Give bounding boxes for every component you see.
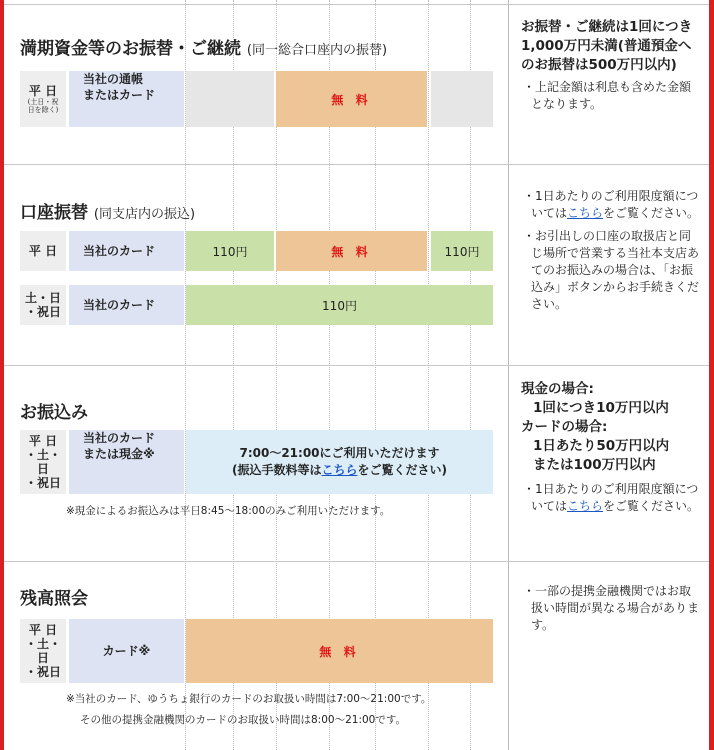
- section-title-remittance: お振込み: [20, 403, 88, 423]
- fee-free-band: 無 料: [276, 71, 427, 127]
- fee-110-band: 110円: [186, 231, 274, 271]
- section-title-transfer-renewal: 満期資金等のお振替・ご継続 (同一総合口座内の振替): [20, 39, 388, 59]
- fee-free-band: 無 料: [276, 231, 427, 271]
- fee-free-band: 無 料: [186, 619, 493, 683]
- limit-link[interactable]: こちら: [567, 499, 604, 513]
- remittance-hours-band: 7:00〜21:00にご利用いただけます (振込手数料等はこちらをご覧ください): [186, 430, 493, 494]
- time-band-unavailable: [431, 71, 493, 127]
- card-hours-note-1: ※当社のカード、ゆうちょ銀行のカードのお取扱い時間は7:00〜21:00です。: [66, 693, 432, 705]
- section-title-account-transfer: 口座振替 (同支店内の振込): [20, 203, 196, 223]
- limit-link[interactable]: こちら: [567, 206, 604, 220]
- day-weekday-cell: 平 日 (土日・祝日を除く): [20, 71, 66, 127]
- limit-info-remittance: 現金の場合: 1回につき10万円以内 カードの場合: 1日あたり50万円以内 または100万円以内 ・1日あたりのご利用限度額についてはこちらをご覧ください。: [521, 381, 700, 513]
- day-all-cell: 平 日 ・土・日 ・祝日: [20, 430, 66, 494]
- section-separator: [4, 561, 709, 562]
- fee-110-band: 110円: [431, 231, 493, 271]
- day-all-cell: 平 日 ・土・日 ・祝日: [20, 619, 66, 683]
- section-separator: [4, 4, 709, 5]
- left-red-border: [0, 0, 4, 750]
- day-weekday-cell: 平 日: [20, 231, 66, 271]
- card-hours-note-2: その他の提携金融機関のカードのお取扱い時間は8:00〜21:00です。: [80, 714, 406, 726]
- section-separator: [4, 164, 709, 165]
- column-divider: [508, 0, 509, 750]
- day-weekend-cell: 土・日 ・祝日: [20, 285, 66, 325]
- method-own-card: 当社のカード: [69, 285, 184, 325]
- time-band-unavailable: [186, 71, 274, 127]
- method-passbook-card: 当社の通帳 またはカード: [69, 71, 184, 127]
- balance-inquiry-info: ・一部の提携金融機関ではお取扱い時間が異なる場合があります。: [523, 584, 700, 632]
- limit-info-account-transfer: ・1日あたりのご利用限度額についてはこちらをご覧ください。 ・お引出しの口座の取扱店と同じ場所で営業する当社本支店あてのお振込みの場合は、「お振込み」ボタンからお手続きください。: [523, 189, 700, 311]
- right-red-border: [709, 0, 714, 750]
- section-separator: [4, 365, 709, 366]
- section-title-balance-inquiry: 残高照会: [20, 589, 88, 609]
- method-card-or-cash: 当社のカード または現金※: [69, 430, 184, 494]
- method-own-card: 当社のカード: [69, 231, 184, 271]
- limit-info-transfer: お振替・ご継続は1回につき1,000万円未満(普通預金へのお振替は500万円以内) ・上記金額は利息も含めた金額となります。: [521, 19, 693, 111]
- fee-link[interactable]: こちら: [321, 463, 358, 477]
- cash-hours-note: ※現金によるお振込みは平日8:45〜18:00のみご利用いただけます。: [66, 505, 391, 517]
- method-card: カード※: [69, 619, 184, 683]
- fee-110-band: 110円: [186, 285, 493, 325]
